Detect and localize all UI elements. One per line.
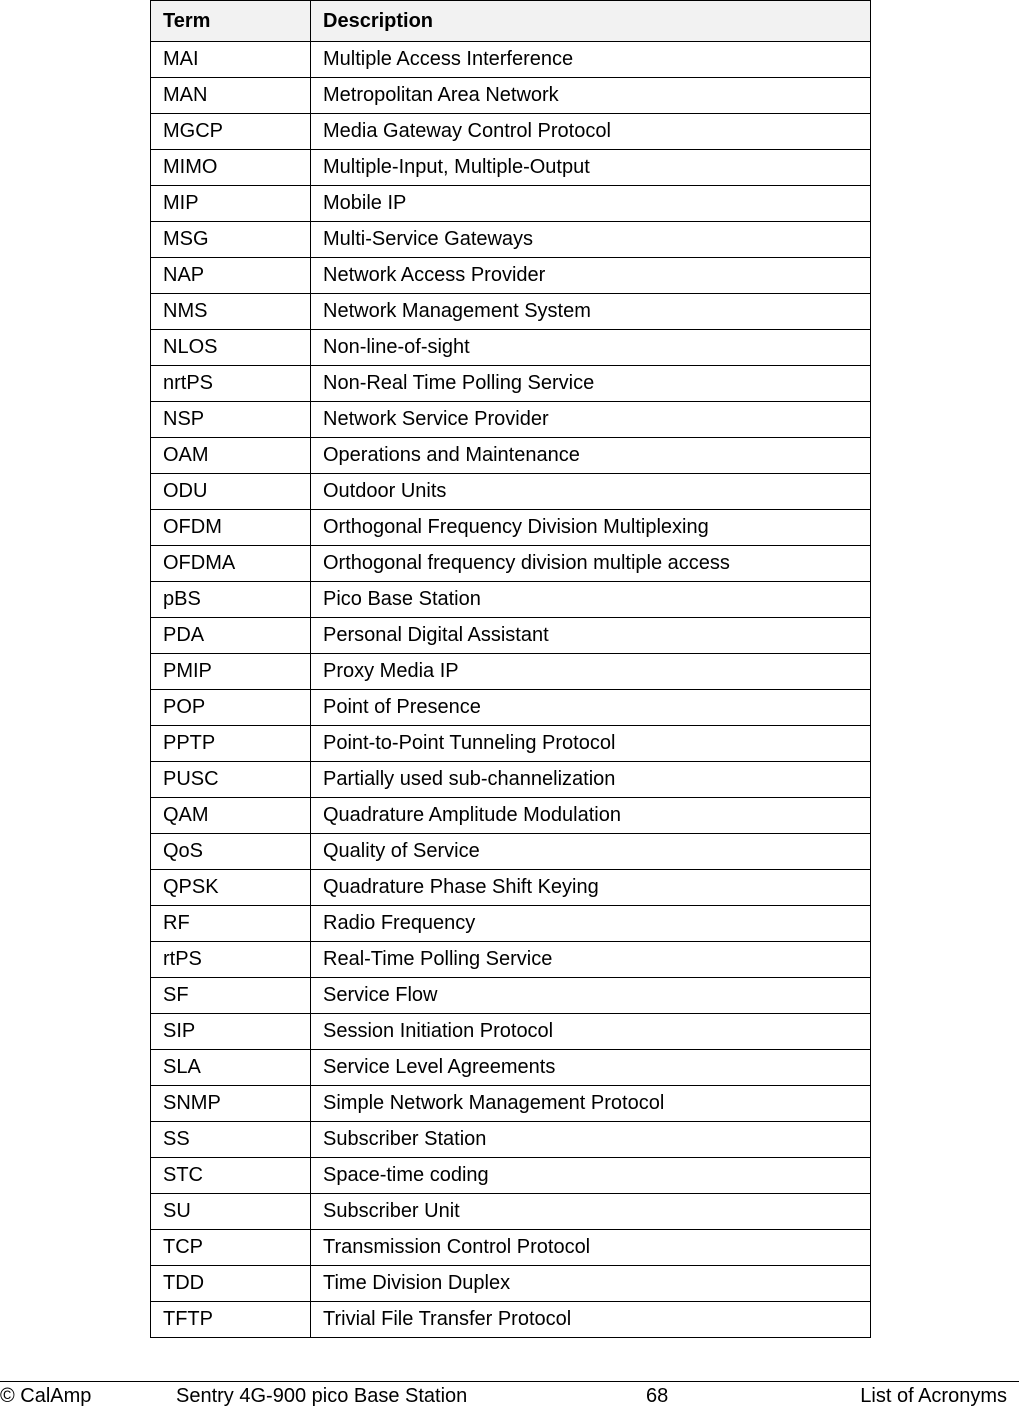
description-cell: Media Gateway Control Protocol: [311, 114, 871, 150]
term-cell: SU: [151, 1194, 311, 1230]
table-row: [151, 654, 871, 690]
footer-copyright: © CalAmp: [0, 1385, 92, 1407]
table-row: [151, 438, 871, 474]
table-row: [151, 546, 871, 582]
description-cell: Operations and Maintenance: [311, 438, 871, 474]
table-row: [151, 1014, 871, 1050]
term-cell: ODU: [151, 474, 311, 510]
description-cell: Real-Time Polling Service: [311, 942, 871, 978]
table-row: [151, 186, 871, 222]
description-cell: Network Access Provider: [311, 258, 871, 294]
description-cell: Outdoor Units: [311, 474, 871, 510]
table-row: [151, 258, 871, 294]
table-row: [151, 150, 871, 186]
term-cell: NLOS: [151, 330, 311, 366]
table-row: [151, 1302, 871, 1338]
term-cell: RF: [151, 906, 311, 942]
term-cell: POP: [151, 690, 311, 726]
table-header-row: [151, 1, 871, 42]
description-cell: Multiple-Input, Multiple-Output: [311, 150, 871, 186]
term-cell: SLA: [151, 1050, 311, 1086]
description-cell: Proxy Media IP: [311, 654, 871, 690]
description-cell: Orthogonal Frequency Division Multiplexing: [311, 510, 871, 546]
term-cell: SF: [151, 978, 311, 1014]
table-body: [151, 42, 871, 1338]
term-cell: MSG: [151, 222, 311, 258]
table-row: [151, 978, 871, 1014]
description-cell: Multiple Access Interference: [311, 42, 871, 78]
term-cell: TFTP: [151, 1302, 311, 1338]
description-cell: Point of Presence: [311, 690, 871, 726]
term-cell: QPSK: [151, 870, 311, 906]
term-cell: MIP: [151, 186, 311, 222]
description-cell: Transmission Control Protocol: [311, 1230, 871, 1266]
table-row: [151, 222, 871, 258]
term-column-header: Term: [151, 1, 311, 42]
description-cell: Quality of Service: [311, 834, 871, 870]
table-row: [151, 78, 871, 114]
description-cell: Orthogonal frequency division multiple access: [311, 546, 871, 582]
description-cell: Subscriber Station: [311, 1122, 871, 1158]
term-cell: SNMP: [151, 1086, 311, 1122]
description-cell: Non-Real Time Polling Service: [311, 366, 871, 402]
description-cell: Network Service Provider: [311, 402, 871, 438]
term-cell: MAN: [151, 78, 311, 114]
term-cell: PMIP: [151, 654, 311, 690]
table-row: [151, 42, 871, 78]
table-row: [151, 330, 871, 366]
table-row: [151, 510, 871, 546]
table-row: [151, 1266, 871, 1302]
term-cell: SS: [151, 1122, 311, 1158]
description-cell: Pico Base Station: [311, 582, 871, 618]
term-cell: PPTP: [151, 726, 311, 762]
description-cell: Service Level Agreements: [311, 1050, 871, 1086]
term-cell: QoS: [151, 834, 311, 870]
description-cell: Time Division Duplex: [311, 1266, 871, 1302]
description-column-header: Description: [311, 1, 871, 42]
description-cell: Multi-Service Gateways: [311, 222, 871, 258]
table-row: [151, 1230, 871, 1266]
description-cell: Quadrature Amplitude Modulation: [311, 798, 871, 834]
description-cell: Personal Digital Assistant: [311, 618, 871, 654]
acronyms-table: [150, 0, 871, 1338]
table-row: [151, 402, 871, 438]
table-row: [151, 1050, 871, 1086]
table-row: [151, 834, 871, 870]
description-cell: Network Management System: [311, 294, 871, 330]
description-cell: Space-time coding: [311, 1158, 871, 1194]
table-row: [151, 726, 871, 762]
description-cell: Metropolitan Area Network: [311, 78, 871, 114]
table-row: [151, 1194, 871, 1230]
term-cell: NSP: [151, 402, 311, 438]
term-cell: OFDMA: [151, 546, 311, 582]
description-cell: Simple Network Management Protocol: [311, 1086, 871, 1122]
description-cell: Point-to-Point Tunneling Protocol: [311, 726, 871, 762]
table-row: [151, 474, 871, 510]
term-cell: NAP: [151, 258, 311, 294]
footer-document-title: Sentry 4G-900 pico Base Station: [176, 1385, 468, 1407]
description-cell: Partially used sub-channelization: [311, 762, 871, 798]
term-cell: MGCP: [151, 114, 311, 150]
table-row: [151, 618, 871, 654]
term-cell: SIP: [151, 1014, 311, 1050]
term-cell: OAM: [151, 438, 311, 474]
description-cell: Quadrature Phase Shift Keying: [311, 870, 871, 906]
description-cell: Radio Frequency: [311, 906, 871, 942]
table-row: [151, 1122, 871, 1158]
term-cell: pBS: [151, 582, 311, 618]
description-cell: Trivial File Transfer Protocol: [311, 1302, 871, 1338]
description-cell: Mobile IP: [311, 186, 871, 222]
table-row: [151, 906, 871, 942]
table-row: [151, 294, 871, 330]
table-row: [151, 582, 871, 618]
term-cell: rtPS: [151, 942, 311, 978]
description-cell: Service Flow: [311, 978, 871, 1014]
term-cell: PUSC: [151, 762, 311, 798]
table-row: [151, 798, 871, 834]
description-cell: Subscriber Unit: [311, 1194, 871, 1230]
table-row: [151, 870, 871, 906]
term-cell: STC: [151, 1158, 311, 1194]
table-row: [151, 762, 871, 798]
term-cell: nrtPS: [151, 366, 311, 402]
term-cell: PDA: [151, 618, 311, 654]
table-row: [151, 1086, 871, 1122]
term-cell: TDD: [151, 1266, 311, 1302]
term-cell: MIMO: [151, 150, 311, 186]
footer-section-title: List of Acronyms: [860, 1385, 1007, 1407]
term-cell: MAI: [151, 42, 311, 78]
footer-divider: [0, 1381, 1019, 1382]
term-cell: QAM: [151, 798, 311, 834]
table-row: [151, 1158, 871, 1194]
term-cell: NMS: [151, 294, 311, 330]
term-cell: OFDM: [151, 510, 311, 546]
footer-page-number: 68: [646, 1385, 669, 1407]
table-row: [151, 690, 871, 726]
table-row: [151, 942, 871, 978]
description-cell: Non-line-of-sight: [311, 330, 871, 366]
table-row: [151, 114, 871, 150]
table-row: [151, 366, 871, 402]
description-cell: Session Initiation Protocol: [311, 1014, 871, 1050]
term-cell: TCP: [151, 1230, 311, 1266]
